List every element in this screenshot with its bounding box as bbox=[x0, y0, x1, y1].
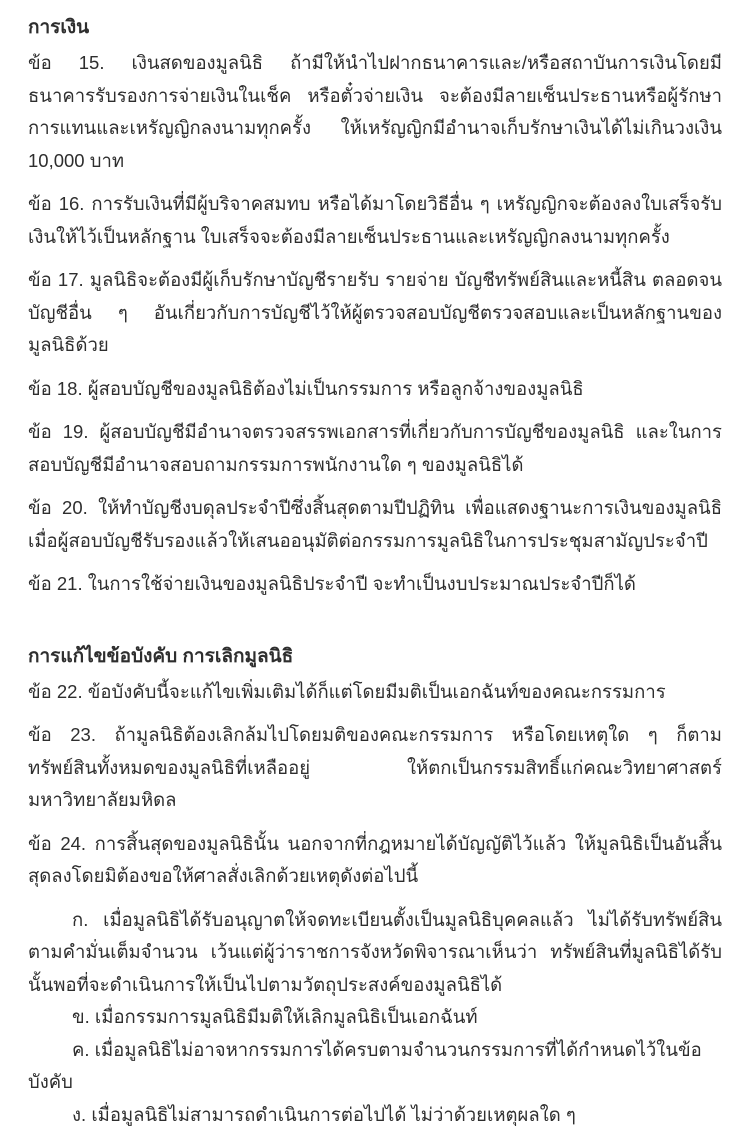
clause-22: ข้อ 22. ข้อบังคับนี้จะแก้ไขเพิ่มเติมได้ก็แต่โดยมีมติเป็นเอกฉันท์ของคณะกรรมการ bbox=[28, 676, 722, 709]
section-heading-amendment-dissolution: การแก้ไขข้อบังคับ การเลิกมูลนิธิ bbox=[28, 641, 722, 673]
clause-18: ข้อ 18. ผู้สอบบัญชีของมูลนิธิต้องไม่เป็นกรรมการ หรือลูกจ้างของมูลนิธิ bbox=[28, 373, 722, 406]
clause-24-item-d: ง. เมื่อมูลนิธิไม่สามารถดำเนินการต่อไปได้ ไม่ว่าด้วยเหตุผลใด ๆ bbox=[28, 1099, 722, 1131]
clause-21: ข้อ 21. ในการใช้จ่ายเงินของมูลนิธิประจำปี จะทำเป็นงบประมาณประจำปีก็ได้ bbox=[28, 568, 722, 601]
clause-24: ข้อ 24. การสิ้นสุดของมูลนิธินั้น นอกจากที่กฎหมายได้บัญญัติไว้แล้ว ให้มูลนิธิเป็นอันสิ้นสุดลงโดยมิต้องขอให้ศาลสั่งเลิกด้วยเหตุดังต่อไปนี้ bbox=[28, 828, 722, 893]
clause-16: ข้อ 16. การรับเงินที่มีผู้บริจาคสมทบ หรือได้มาโดยวิธีอื่น ๆ เหรัญญิกจะต้องลงใบเสร็จรับเงินให้ไว้เป็นหลักฐาน ใบเสร็จจะต้องมีลายเซ็นประธานและเหรัญญิกลงนามทุกครั้ง bbox=[28, 188, 722, 253]
section-heading-finance: การเงิน bbox=[28, 12, 722, 44]
clause-15: ข้อ 15. เงินสดของมูลนิธิ ถ้ามีให้นำไปฝากธนาคารและ/หรือสถาบันการเงินโดยมีธนาคารรับรองการจ่ายเงินในเช็ค หรือตั๋วจ่ายเงิน จะต้องมีลายเซ็นประธานหรือผู้รักษาการแทนและเหรัญญิกลงนามทุกครั้ง ให้เหรัญญิกมีอำนาจเก็บรักษาเงินได้ไม่เกินวงเงิน 10,000 บาท bbox=[28, 47, 722, 177]
clause-17: ข้อ 17. มูลนิธิจะต้องมีผู้เก็บรักษาบัญชีรายรับ รายจ่าย บัญชีทรัพย์สินและหนี้สิน ตลอดจนบัญชีอื่น ๆ อันเกี่ยวกับการบัญชีไว้ให้ผู้ตรวจสอบบัญชีตรวจสอบและเป็นหลักฐานของมูลนิธิด้วย bbox=[28, 264, 722, 362]
clause-23: ข้อ 23. ถ้ามูลนิธิต้องเลิกล้มไปโดยมติของคณะกรรมการ หรือโดยเหตุใด ๆ ก็ตาม ทรัพย์สินทั้งหมดของมูลนิธิที่เหลืออยู่ ให้ตกเป็นกรรมสิทธิ์แก่คณะวิทยาศาสตร์ มหาวิทยาลัยมหิดล bbox=[28, 719, 722, 817]
clause-19: ข้อ 19. ผู้สอบบัญชีมีอำนาจตรวจสรรพเอกสารที่เกี่ยวกับการบัญชีของมูลนิธิ และในการสอบบัญชีมีอำนาจสอบถามกรรมการพนักงานใด ๆ ของมูลนิธิได้ bbox=[28, 416, 722, 481]
clause-24-item-c: ค. เมื่อมูลนิธิไม่อาจหากรรมการได้ครบตามจำนวนกรรมการที่ได้กำหนดไว้ในข้อบังคับ bbox=[28, 1034, 722, 1099]
clause-24-item-b: ข. เมื่อกรรมการมูลนิธิมีมติให้เลิกมูลนิธิเป็นเอกฉันท์ bbox=[28, 1001, 722, 1034]
clause-24-item-a: ก. เมื่อมูลนิธิได้รับอนุญาตให้จดทะเบียนตั้งเป็นมูลนิธิบุคคลแล้ว ไม่ได้รับทรัพย์สินตามคำมั่นเต็มจำนวน เว้นแต่ผู้ว่าราชการจังหวัดพิจารณาเห็นว่า ทรัพย์สินที่มูลนิธิได้รับนั้นพอที่จะดำเนินการให้เป็นไปตามวัตถุประสงค์ของมูลนิธิได้ bbox=[28, 904, 722, 1002]
clause-20: ข้อ 20. ให้ทำบัญชีงบดุลประจำปีซึ่งสิ้นสุดตามปีปฏิทิน เพื่อแสดงฐานะการเงินของมูลนิธิ เมื่อผู้สอบบัญชีรับรองแล้วให้เสนออนุมัติต่อกรรมการมูลนิธิในการประชุมสามัญประจำปี bbox=[28, 492, 722, 557]
